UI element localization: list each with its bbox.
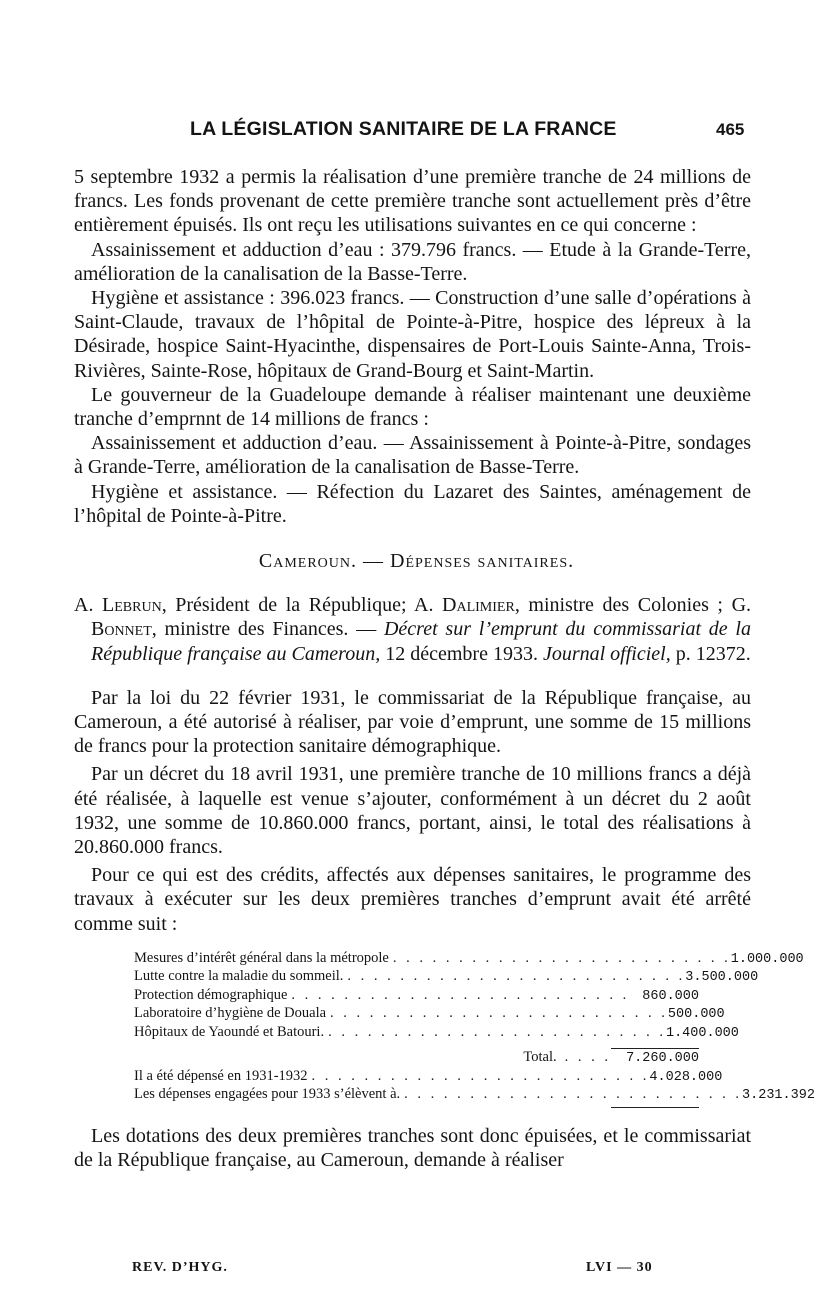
journal-name: Journal officiel, — [542, 642, 671, 665]
engaged-value: 3.231.392 — [742, 1088, 815, 1104]
running-header — [0, 118, 800, 148]
paragraph: Par la loi du 22 février 1931, le commissariat de la République française, au Cameroun, a été autorisé à réaliser, par voie d’emprunt, une somme de 15 millions de francs pour la protection sanitaire démographique. — [74, 686, 751, 758]
row-label: Hôpitaux de Yaoundé et Batouri. — [134, 1023, 325, 1040]
running-title: LA LÉGISLATION SANITAIRE DE LA FRANCE — [190, 118, 617, 140]
initial: A. — [74, 594, 94, 617]
row-value: 1.400.000 — [665, 1025, 739, 1041]
row-label: Protection démographique — [134, 986, 288, 1003]
section-heading: Cameroun. — Dépenses sanitaires. — [258, 550, 575, 573]
rule-divider — [611, 1107, 699, 1108]
paragraph: Hygiène et assistance. — Réfection du Lazaret des Saintes, aménagement de l’hôpital de Pointe-à-Pitre. — [74, 480, 751, 527]
person-role: , Président de la République; — [161, 594, 407, 617]
leader-dots: . . . . . . . . . . . . . . . . . . . . . . . . . . — [328, 1023, 666, 1040]
paragraph: Les dotations des deux premières tranches sont donc épuisées, et le commissariat de la République française, au Cameroun, demande à réaliser — [74, 1124, 751, 1172]
total-value: 7.260.000 — [611, 1048, 699, 1068]
table-row — [134, 1005, 725, 1024]
leader-dots: . . . . — [564, 1049, 611, 1066]
leader-dots: . . . . . . . . . . . . . . . . . . . . . . . . . . — [392, 949, 731, 966]
initial: G. — [731, 594, 752, 617]
paragraph: Par un décret du 18 avril 1931, une première tranche de 10 millions francs a déjà été réalisée, à laquelle est venue s’ajouter, conformément à un décret du 2 août 1932, une somme de 10.860.000 francs, portant, ainsi, le total des réalisations à 20.860.000 francs. — [74, 763, 751, 859]
page-footer — [0, 1260, 800, 1282]
person-role: , ministre des Finances. — — [151, 618, 377, 641]
table-row — [134, 987, 699, 1006]
row-label: Laboratoire d’hygiène de Douala — [134, 1005, 327, 1022]
table-row — [134, 968, 759, 987]
person-role: , ministre des Colonies ; — [514, 594, 723, 617]
engaged-row — [134, 1086, 815, 1105]
initial: A. — [414, 594, 434, 617]
page-number: 465 — [716, 120, 745, 139]
spent-label: Il a été dépensé en 1931-1932 — [134, 1067, 308, 1084]
table-row — [134, 949, 804, 969]
journal-page: p. 12372. — [675, 642, 751, 665]
leader-dots: . . . . . . . . . . . . . . . . . . . . . . . . . . — [291, 986, 630, 1003]
row-value: 3.500.000 — [685, 970, 759, 986]
row-label: Mesures d’intérêt général dans la métropole — [134, 949, 389, 966]
total-row — [134, 1042, 699, 1068]
footer-signature: LVI — 30 — [586, 1260, 653, 1275]
decree-title: Décret sur l’emprunt du commissariat de la République française au Cameroun, — [91, 618, 751, 665]
paragraph: 5 septembre 1932 a permis la réalisation d’une première tranche de 24 millions de francs. Les fonds provenant de cette première tranche sont actuellement près d’être entièrement épuisés. Ils ont reçu les utilisations suivantes en ce qui concerne : — [74, 166, 751, 237]
row-value: 860.000 — [642, 988, 699, 1004]
decree-date: 12 décembre 1933. — [385, 642, 538, 665]
person-name: Lebrun — [102, 594, 162, 617]
leader-dots: . . . . . . . . . . . . . . . . . . . . . . . . . . — [347, 968, 686, 985]
table-row — [134, 1023, 739, 1043]
leader-dots: . . . . . . . . . . . . . . . . . . . . . . . . . . — [330, 1005, 668, 1022]
row-value: 500.000 — [667, 1007, 725, 1023]
person-name: Dalimier — [442, 594, 515, 617]
paragraph: Assainissement et adduction d’eau. — Assainissement à Pointe-à-Pitre, sondages à Grande-Terre, amélioration de la canalisation de Basse-Terre. — [74, 432, 751, 479]
spent-row — [134, 1067, 723, 1087]
leader-dots: . . . . . . . . . . . . . . . . . . . . . . . . . . — [404, 1086, 743, 1103]
paragraph: Le gouverneur de la Guadeloupe demande à réaliser maintenant une deuxième tranche d’emprnnt de 14 millions de francs : — [74, 383, 751, 431]
row-value: 1.000.000 — [730, 951, 804, 967]
decree-citation — [74, 593, 751, 666]
engaged-label: Les dépenses engagées pour 1933 s’élèvent à. — [134, 1086, 401, 1103]
spent-value: 4.028.000 — [649, 1069, 723, 1085]
row-label: Lutte contre la maladie du sommeil. — [134, 968, 344, 985]
total-label: Total. — [523, 1049, 557, 1066]
footer-journal: REV. D’HYG. — [132, 1260, 228, 1275]
person-name: Bonnet — [91, 618, 152, 641]
leader-dots: . . . . . . . . . . . . . . . . . . . . . . . . . . — [311, 1067, 650, 1084]
page-body — [74, 165, 815, 1172]
budget-table — [134, 949, 815, 1108]
paragraph: Pour ce qui est des crédits, affectés aux dépenses sanitaires, le programme des travaux à exécuter sur les deux premières tranches d’emprunt avait été arrêté comme suit : — [74, 864, 751, 935]
paragraph: Hygiène et assistance : 396.023 francs. — Construction d’une salle d’opérations à Saint-Claude, travaux de l’hôpital de Pointe-à-Pitre, hospice des lépreux à la Désirade, hospice Saint-Hyacinthe, dispensaires de Port-Louis Sainte-Anna, Trois-Rivières, Sainte-Rose, hôpitaux de Grand-Bourg et Saint-Martin. — [74, 287, 751, 382]
paragraph: Assainissement et adduction d’eau : 379.796 francs. — Etude à la Grande-Terre, amélioration de la canalisation de la Basse-Terre. — [74, 238, 751, 285]
